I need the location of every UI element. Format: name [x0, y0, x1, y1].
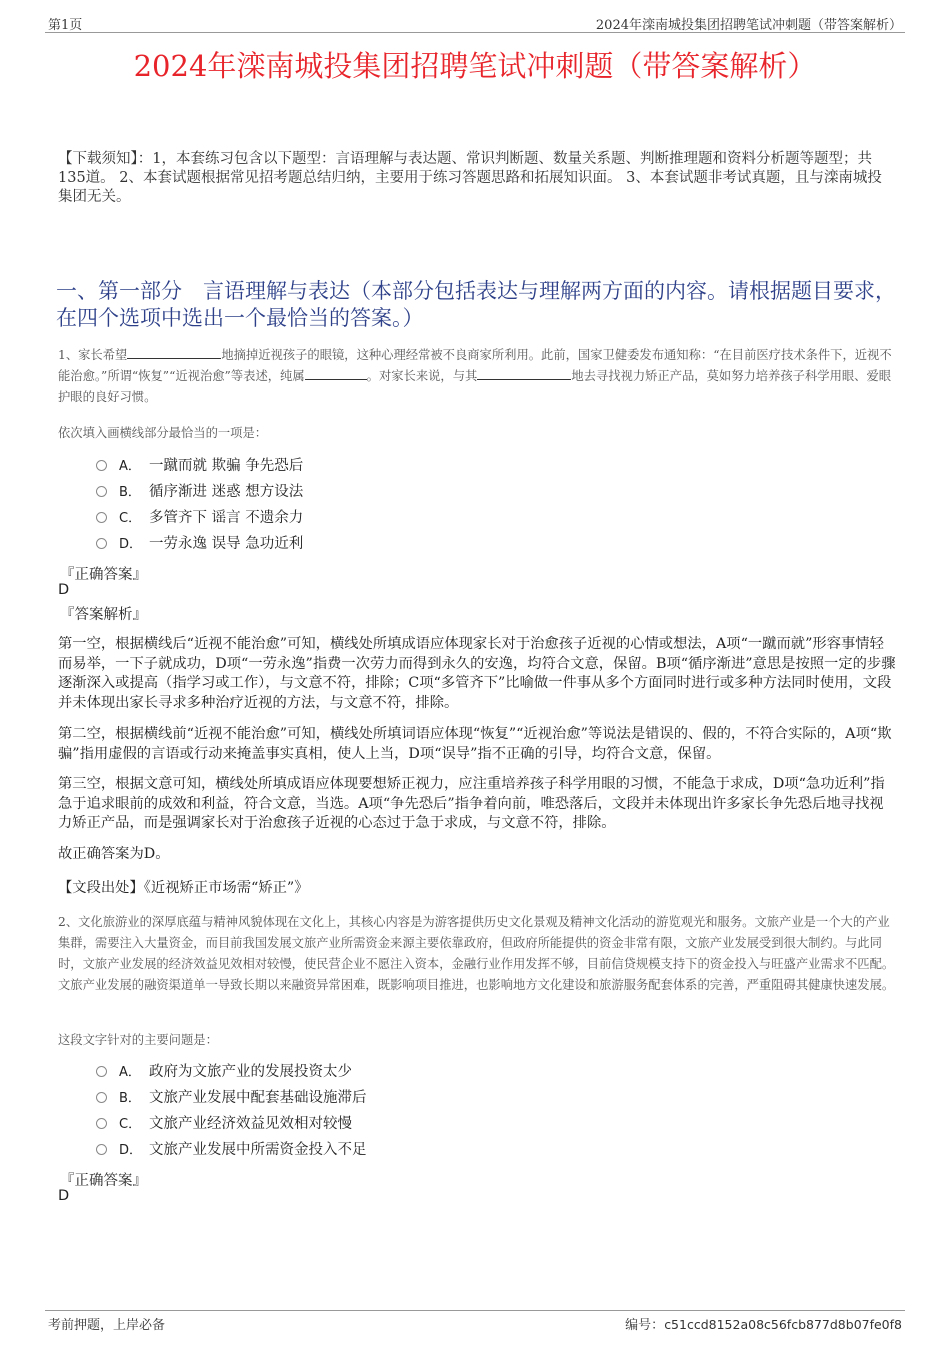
- question-1-prompt: 依次填入画横线部分最恰当的一项是：: [58, 426, 268, 440]
- analysis-paragraph-3: 第三空，根据文意可知，横线处所填成语应体现要想矫正视力，应注重培养孩子科学用眼的习惯，不能急于求成，D项“急功近利”指急于追求眼前的成效和利益，符合文意，当选。A项“争先恐后”指争着向前，唯恐落后，文段并未体现出许多家长争先恐后地寻找视力矫正产品，而是强调家长对于治愈孩子近视的心态过于急于求成，与文意不符，排除。: [58, 776, 885, 831]
- option-c[interactable]: [96, 508, 303, 528]
- footer-divider: [45, 1310, 905, 1311]
- correct-answer-label: 『正确答案』: [60, 1173, 147, 1189]
- radio-icon[interactable]: [96, 460, 107, 471]
- option-text: 文旅产业发展中配套基础设施滞后: [149, 1090, 367, 1106]
- radio-icon[interactable]: [96, 1066, 107, 1077]
- code-label: 编号：: [625, 1318, 665, 1333]
- radio-icon[interactable]: [96, 1092, 107, 1103]
- fill-blank: [477, 367, 571, 380]
- option-d[interactable]: [96, 1140, 367, 1160]
- analysis-conclusion: 故正确答案为D。: [58, 846, 170, 862]
- option-text: 政府为文旅产业的发展投资太少: [149, 1064, 352, 1080]
- radio-icon[interactable]: [96, 1144, 107, 1155]
- stem-part: 。对家长来说，与其: [366, 369, 478, 383]
- analysis-paragraph-1: 第一空，根据横线后“近视不能治愈”可知，横线处所填成语应体现家长对于治愈孩子近视的心情或想法，A项“一蹴而就”形容事情轻而易举，一下子就成功，D项“一劳永逸”指费一次劳力而得到永久的安逸，均符合文意，保留。B项“循序渐进”意思是按照一定的步骤逐渐深入或提高（指学习或工作），与文意不符，排除；C项“多管齐下”比喻做一件事从多个方面同时进行或多种方法同时使用，文段并未体现出家长寻求多种治疗近视的方法，与文意不符，排除。: [58, 636, 896, 711]
- option-text: 一蹴而就 欺骗 争先恐后: [149, 458, 304, 474]
- option-letter: C．: [119, 511, 142, 526]
- radio-icon[interactable]: [96, 512, 107, 523]
- page-number: 第1页: [48, 18, 83, 33]
- footer-slogan: 考前押题，上岸必备: [48, 1318, 166, 1333]
- passage-source: 【文段出处】《近视矫正市场需“矫正”》: [58, 880, 309, 896]
- header-divider: [45, 32, 905, 33]
- correct-answer-label: 『正确答案』: [60, 567, 147, 583]
- radio-icon[interactable]: [96, 538, 107, 549]
- fill-blank: [127, 346, 221, 359]
- code-value: c51ccd8152a08c56fcb877d8b07fe0f8: [664, 1317, 902, 1332]
- option-a[interactable]: [96, 1062, 352, 1082]
- option-letter: B．: [119, 1091, 141, 1106]
- document-title: 2024年滦南城投集团招聘笔试冲刺题（带答案解析）: [133, 49, 817, 83]
- option-letter: A．: [119, 1065, 141, 1080]
- question-2-prompt: 这段文字针对的主要问题是：: [58, 1033, 218, 1047]
- correct-answer: D: [58, 1188, 70, 1204]
- analysis-label: 『答案解析』: [60, 607, 147, 623]
- option-text: 文旅产业经济效益见效相对较慢: [149, 1116, 352, 1132]
- document-code: [625, 1314, 902, 1333]
- option-text: 多管齐下 谣言 不遗余力: [149, 510, 304, 526]
- option-c[interactable]: [96, 1114, 352, 1134]
- analysis-paragraph-2: 第二空，根据横线前“近视不能治愈”可知，横线处所填词语应体现“恢复”“近视治愈”等说法是错误的、假的，不符合实际的，A项“欺骗”指用虚假的言语或行动来掩盖事实真相，使人上当，D项“误导”指不正确的引导，均符合文意，保留。: [58, 726, 892, 762]
- fill-blank: [305, 367, 367, 380]
- option-b[interactable]: [96, 482, 303, 502]
- section-heading: 一、第一部分 言语理解与表达（本部分包括表达与理解两方面的内容。请根据题目要求，在四个选项中选出一个最恰当的答案。）: [56, 279, 896, 330]
- option-d[interactable]: [96, 534, 303, 554]
- radio-icon[interactable]: [96, 486, 107, 497]
- option-text: 循序渐进 迷惑 想方设法: [149, 484, 304, 500]
- option-b[interactable]: [96, 1088, 367, 1108]
- header-doc-title: 2024年滦南城投集团招聘笔试冲刺题（带答案解析）: [595, 18, 902, 33]
- option-text: 文旅产业发展中所需资金投入不足: [149, 1142, 367, 1158]
- option-letter: D．: [119, 1143, 143, 1158]
- option-letter: C．: [119, 1117, 142, 1132]
- option-a[interactable]: [96, 456, 303, 476]
- question-2-stem: 2、文化旅游业的深厚底蕴与精神风貌体现在文化上，其核心内容是为游客提供历史文化景观及精神文化活动的游览观光和服务。文旅产业是一个大的产业集群，需要注入大量资金，而目前我国发展文旅产业所需资金来源主要依靠政府，但政府所能提供的资金非常有限，文旅产业发展受到很大制约。与此同时，文旅产业发展的经济效益见效相对较慢，使民营企业不愿注入资本，金融行业作用发挥不够，目前信贷规模支持下的资金投入与旺盛产业需求不匹配。文旅产业发展的融资渠道单一导致长期以来融资异常困难，既影响项目推进，也影响地方文化建设和旅游服务配套体系的完善，严重阻碍其健康快速发展。: [58, 915, 895, 992]
- radio-icon[interactable]: [96, 1118, 107, 1129]
- stem-part: 地去寻找视力矫正产品，莫如努力培养孩子科学用眼、爱眼护眼的良好习惯。: [58, 369, 892, 404]
- option-letter: D．: [119, 537, 143, 552]
- option-text: 一劳永逸 误导 急功近利: [149, 536, 304, 552]
- option-letter: B．: [119, 485, 141, 500]
- option-letter: A．: [119, 459, 141, 474]
- correct-answer: D: [58, 582, 70, 598]
- stem-part: 地摘掉近视孩子的眼镜，这种心理经常被不良商家所利用。此前，国家卫健委发布通知称：“在目前医疗技术条件下，近视不能治愈。”所谓“恢复”“近视治愈”等表述，纯属: [58, 348, 892, 383]
- stem-part: 1、家长希望: [58, 348, 128, 362]
- download-notice: 【下载须知】：1，本套练习包含以下题型：言语理解与表达题、常识判断题、数量关系题、判断推理题和资料分析题等题型；共135道。 2、本套试题根据常见招考题总结归纳，主要用于练习答题思路和拓展知识面。 3、本套试题非考试真题，且与滦南城投集团无关。: [58, 151, 882, 205]
- question-1-stem: [58, 345, 896, 408]
